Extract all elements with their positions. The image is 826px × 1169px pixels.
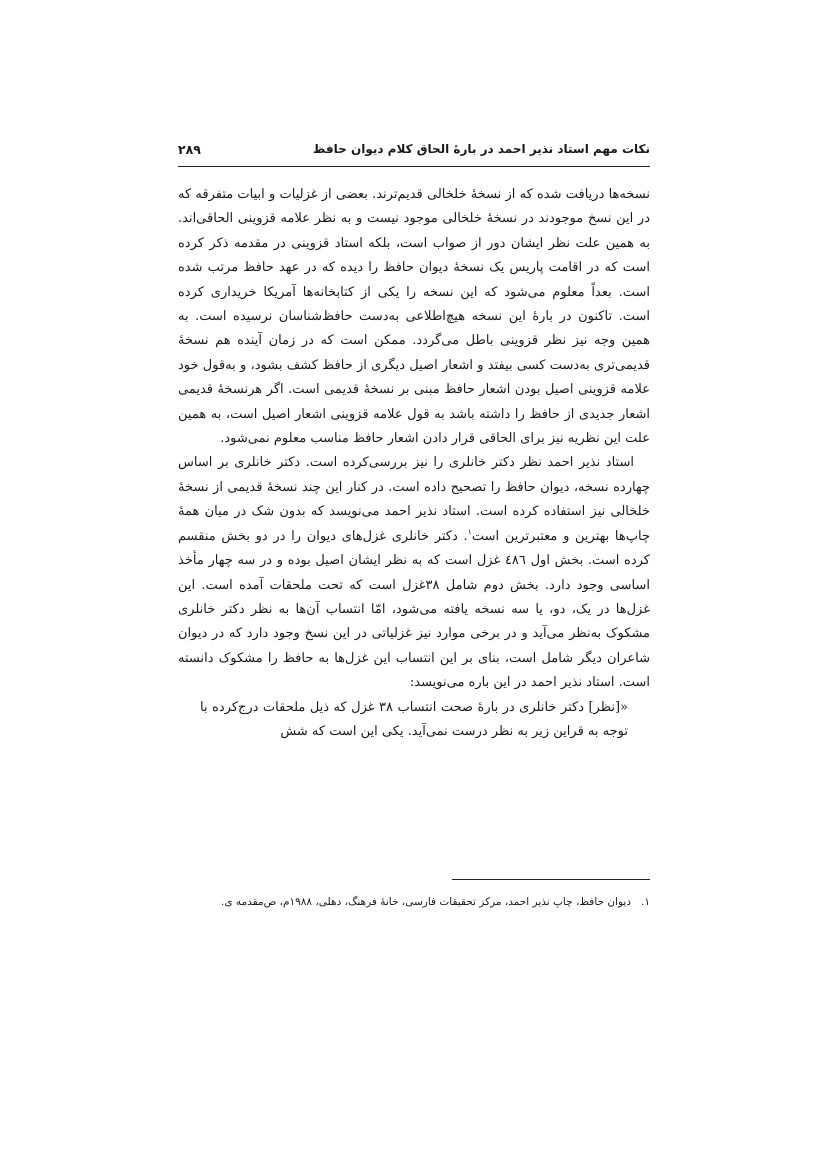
footnote xyxy=(178,894,650,910)
page-number: ۲۸۹ xyxy=(178,142,201,157)
body-text xyxy=(178,183,650,744)
paragraph-text: . دکتر خانلری غزل‌های دیوان را در دو بخش منقسم کرده است. بخش اول ٤٨٦ غزل است که به نظر ایشان اصیل بوده و در سه چهار مأخذ اساسی وجود دارد. بخش دوم شامل ۳۸غزل است که تحت ملحقات آمده است. این غزل‌ها در یک، دو، یا سه نسخه یافته می‌شود، امّا انتساب آن‌ها به نظر دکتر خانلری مشکوک به‌نظر می‌آید و در برخی موارد نیز غزلیاتی در این نسخ وجود دارد که در دیوان شاعران دیگر شامل است، بنای بر این انتساب این غزل‌ها به حافظ را مشکوک دانسته است. استاد نذیر احمد در این باره می‌نویسد: xyxy=(178,528,650,691)
footnote-separator xyxy=(452,879,650,880)
paragraph-text: استاد نذیر احمد نظر دکتر خانلری را نیز بررسی‌کرده است. دکتر خانلری بر اساس چهارده نسخه، دیوان حافظ را تصحیح داده است. در کنار این چند نسخهٔ قدیمی از نسخهٔ خلخالی نیز استفاده کرده است. استاد نذیر احمد می‌نویسد که بدون شک در میان همهٔ چاپ‌ها بهترین و معتبرترین است xyxy=(178,455,650,544)
block-quote: «[نظر] دکتر خانلری در بارهٔ صحت انتساب ۳۸ غزل که ذیل ملحقات درج‌کرده با توجه به قراین زیر به نظر درست نمی‌آید. یکی این است که شش xyxy=(200,699,628,739)
running-head xyxy=(178,138,650,167)
running-title: نکات مهم استاد نذیر احمد در بارهٔ الحاق کلام دیوان حافظ xyxy=(312,142,650,156)
footnote-number: ۱. xyxy=(641,896,650,908)
paragraph: نسخه‌ها دریافت شده که از نسخهٔ خلخالی قدیم‌ترند. بعضی از غزلیات و ابیات متفرقه که در این نسخ موجودند در نسخهٔ خلخالی موجود نیست و به نظر علامه قزوینی الحاقی‌اند. به همین علت نظر ایشان دور از صواب است، بلکه استاد قزوینی در مقدمه ذکر کرده است که در اقامت پاریس یک نسخهٔ دیوان حافظ را دیده که در عهد حافظ مرتب شده است. بعداً معلوم می‌شود که این نسخه را یکی از کتابخانه‌ها آمریکا خریداری کرده است. تاکنون در بارهٔ این نسخه هیچ‌اطلاعی به‌دست حافظ‌شناسان نرسیده است. به همین وجه نیز نظر قزوینی باطل می‌گردد. ممکن است که در زمان آینده هم نسخهٔ قدیمی‌تری به‌دست کسی بیفتد و اشعار اصیل دیگری از حافظ کشف بشود، و به‌قول خود علامه قزوینی اصیل بودن اشعار حافظ مبنی بر نسخهٔ قدیمی است. اگر هرنسخهٔ قدیمی اشعار جدیدی از حافظ را داشته باشد به قول علامه قزوینی اشعار اصیل است، به همین علت این نظریه نیز برای الحاقی قرار دادن اشعار حافظ مناسب معلوم نمی‌شود. xyxy=(178,187,650,447)
footnote-text: دیوان حافظ، چاپ نذیر احمد، مرکز تحقیقات فارسی، خانهٔ فرهنگ، دهلی، ۱۹۸۸م، ص‌مقدمه ی. xyxy=(220,896,632,908)
footnote-reference: ۱ xyxy=(467,527,472,537)
paragraph xyxy=(178,451,650,695)
